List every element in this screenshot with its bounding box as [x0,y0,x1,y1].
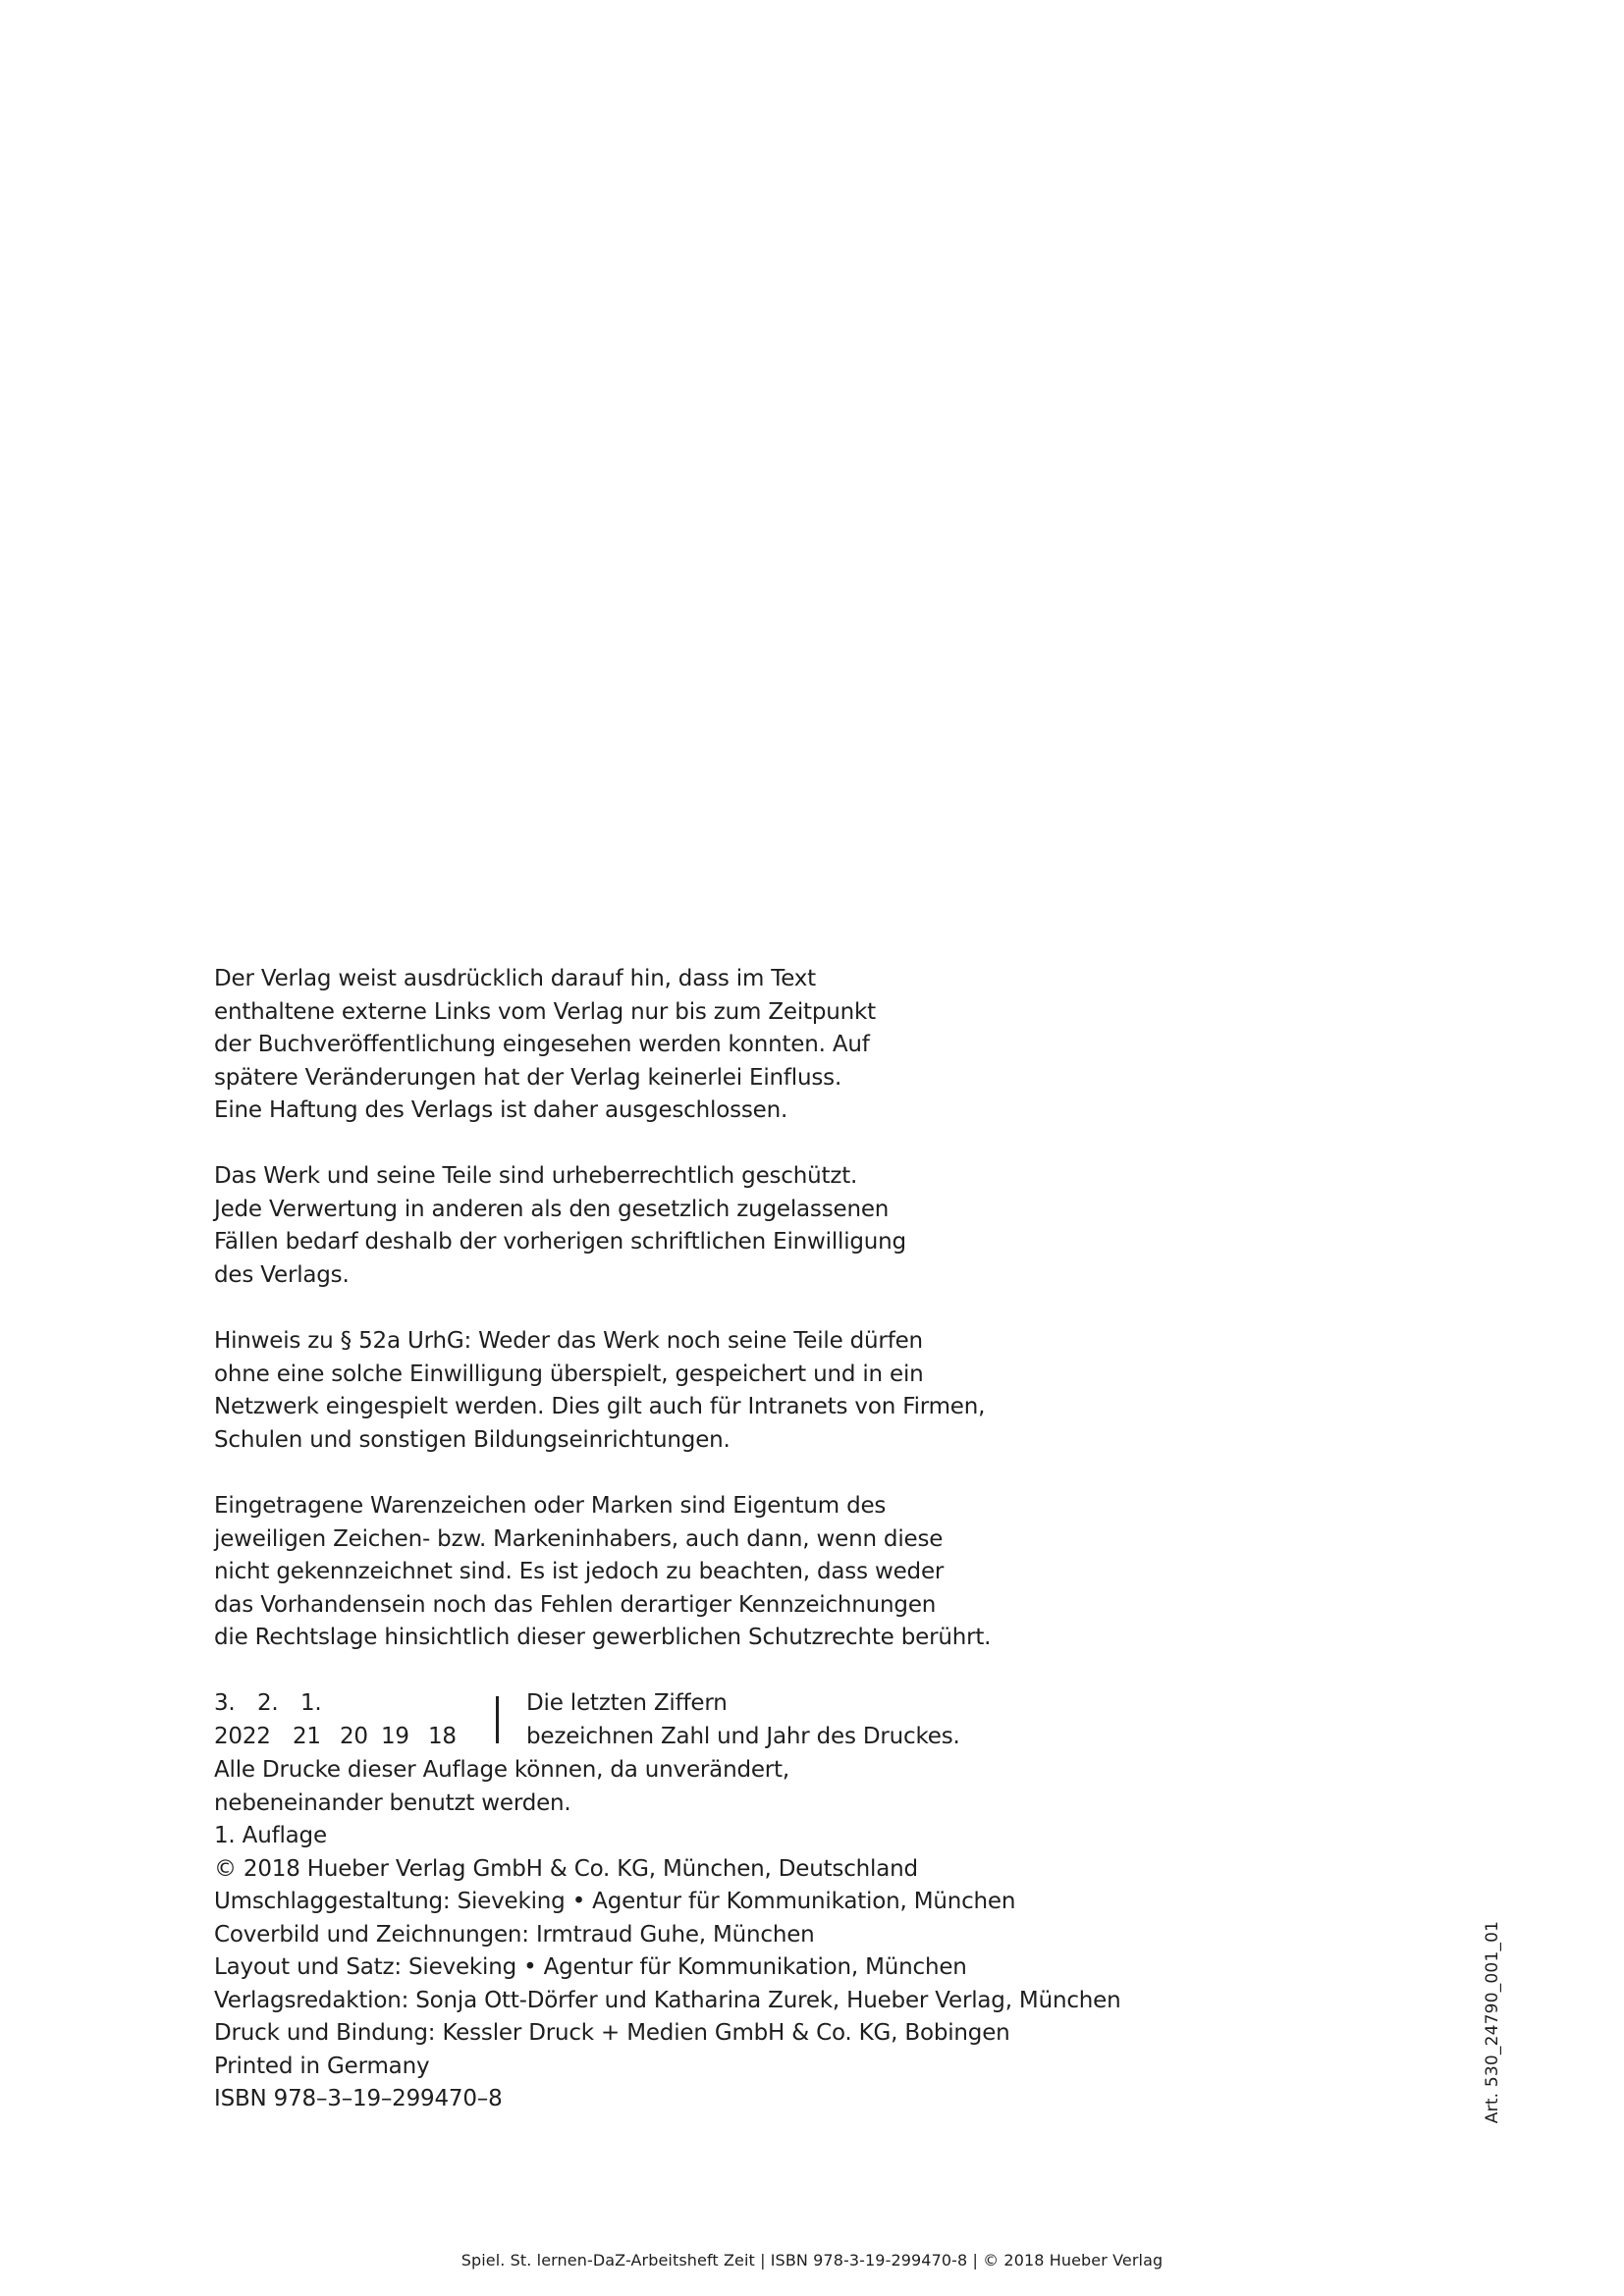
copyright-line: © 2018 Hueber Verlag GmbH & Co. KG, München, Deutschland [214,1855,918,1882]
edition-label: 1. Auflage [214,1823,327,1848]
text-line: Eingetragene Warenzeichen oder Marken sind Eigentum des [214,1493,887,1519]
text-line: Fällen bedarf deshalb der vorherigen schriftlichen Einwilligung [214,1229,906,1255]
imprint-line: Alle Drucke dieser Auflage können, da unverändert, [214,1757,789,1783]
edition-number: 3. [214,1690,236,1716]
printing-credit: Druck und Bindung: Kessler Druck + Medien GmbH & Co. KG, Bobingen [214,2020,1010,2046]
urhg-notice-paragraph [214,1325,985,1457]
imprint-block [214,1754,1120,2116]
print-year: 19 [381,1724,409,1749]
edition-number: 1. [300,1690,322,1716]
vertical-divider [496,1696,499,1743]
text-line: Das Werk und seine Teile sind urheberrechtlich geschützt. [214,1163,858,1189]
editorial-credit: Verlagsredaktion: Sonja Ott-Dörfer und Katharina Zurek, Hueber Verlag, München [214,1987,1121,2013]
text-line: der Buchveröffentlichung eingesehen werden konnten. Auf [214,1032,870,1057]
printed-in-line: Printed in Germany [214,2053,430,2079]
print-run-note: Die letzten Ziffern [526,1690,728,1716]
text-line: jeweiligen Zeichen- bzw. Markeninhabers, auch dann, wenn diese [214,1525,944,1552]
trademark-paragraph [214,1490,991,1655]
print-year: 18 [428,1724,457,1749]
edition-number: 2. [257,1690,279,1716]
article-code-text: Art. 530_24790_001_01 [1483,1920,1502,2124]
print-year: 20 [340,1724,368,1749]
page-footer: Spiel. St. lernen-DaZ-Arbeitsheft Zeit | ISBN 978-3-19-299470-8 | © 2018 Hueber Verlag [460,2251,1164,2269]
text-line: spätere Veränderungen hat der Verlag keinerlei Einfluss. [214,1064,842,1091]
text-line: Netzwerk eingespielt werden. Dies gilt auch für Intranets von Firmen, [214,1394,986,1419]
text-line: das Vorhandensein noch das Fehlen derartiger Kennzeichnungen [214,1591,937,1618]
text-line: Jede Verwertung in anderen als den gesetzlich zugelassenen [214,1196,890,1222]
text-line: enthaltene externe Links vom Verlag nur bis zum Zeitpunkt [214,998,876,1025]
text-line: Der Verlag weist ausdrücklich darauf hin, dass im Text [214,966,816,991]
cover-design-credit: Umschlaggestaltung: Sieveking • Agentur für Kommunikation, München [214,1889,1016,1914]
text-line: ohne eine solche Einwilligung überspielt, gespeichert und in ein [214,1361,924,1387]
text-line: Schulen und sonstigen Bildungseinrichtungen. [214,1426,731,1453]
print-year: 2022 [214,1724,271,1749]
illustration-credit: Coverbild und Zeichnungen: Irmtraud Guhe, München [214,1921,815,1948]
imprint-line: nebeneinander benutzt werden. [214,1789,571,1816]
text-line: Hinweis zu § 52a UrhG: Weder das Werk noch seine Teile dürfen [214,1328,923,1354]
links-disclaimer-paragraph [214,963,876,1128]
text-line: nicht gekennzeichnet sind. Es ist jedoch zu beachten, dass weder [214,1559,945,1584]
text-line: die Rechtslage hinsichtlich dieser gewerblichen Schutzrechte berührt. [214,1625,992,1650]
print-run-indicator [214,1687,1000,1754]
isbn-line: ISBN 978–3–19–299470–8 [214,2086,503,2111]
print-run-note: bezeichnen Zahl und Jahr des Druckes. [526,1724,960,1749]
text-line: Eine Haftung des Verlags ist daher ausgeschlossen. [214,1097,788,1123]
copyright-paragraph [214,1160,906,1292]
print-year: 21 [293,1724,321,1749]
article-code [1481,1920,1504,2124]
layout-credit: Layout und Satz: Sieveking • Agentur für Kommunikation, München [214,1954,967,1980]
text-line: des Verlags. [214,1261,350,1288]
